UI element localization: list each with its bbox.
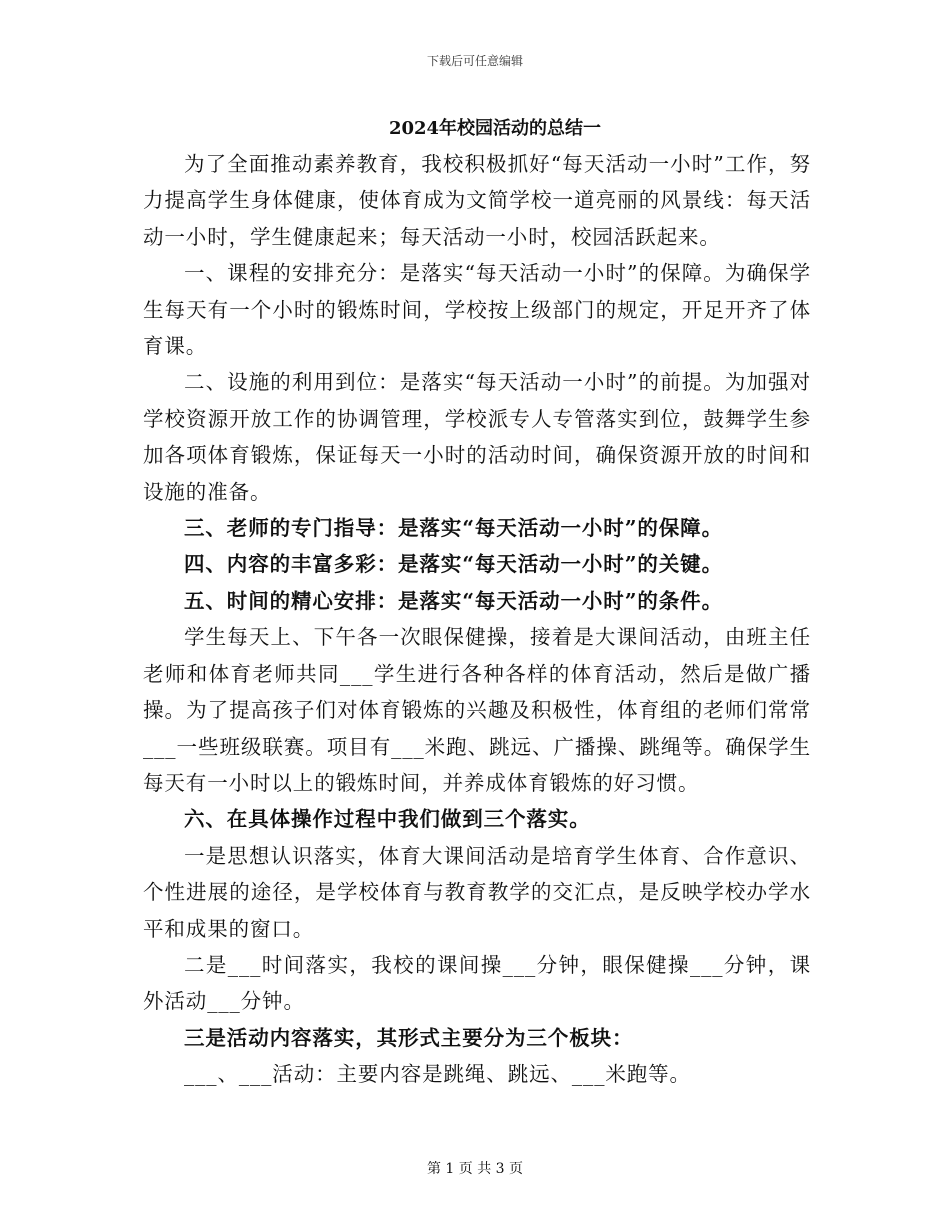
- paragraph-intro: 为了全面推动素养教育，我校积极抓好“每天活动一小时”工作，努力提高学生身体健康，使体育成为文简学校一道亮丽的风景线：每天活动一小时，学生健康起来；每天活动一小时，校园活跃起来。: [143, 152, 811, 249]
- paragraph-section-1: 一、课程的安排充分：是落实“每天活动一小时”的保障。为确保学生每天有一个小时的锻炼时间，学校按上级部门的规定，开足开齐了体育课。: [143, 261, 811, 359]
- heading-section-5: 五、时间的精心安排：是落实“每天活动一小时”的条件。: [184, 588, 723, 613]
- paragraph-implementation-1: 一是思想认识落实，体育大课间活动是培育学生体育、合作意识、个性进展的途径，是学校体育与教育教学的交汇点，是反映学校办学水平和成果的窗口。: [143, 843, 811, 941]
- heading-section-4: 四、内容的丰富多彩：是落实“每天活动一小时”的关键。: [184, 552, 723, 577]
- paragraph-section-2: 二、设施的利用到位：是落实“每天活动一小时”的前提。为加强对学校资源开放工作的协调管理，学校派专人专管落实到位，鼓舞学生参加各项体育锻炼，保证每天一小时的活动时间，确保资源开放的时间和设施的准备。: [143, 370, 811, 504]
- page-number: 第 1 页 共 3 页: [426, 1161, 524, 1177]
- heading-section-6: 六、在具体操作过程中我们做到三个落实。: [184, 807, 591, 832]
- document-title: 2024年校园活动的总结一: [388, 118, 602, 139]
- heading-section-3: 三、老师的专门指导：是落实“每天活动一小时”的保障。: [184, 516, 723, 541]
- paragraph-section-5-body: 学生每天上、下午各一次眼保健操，接着是大课间活动，由班主任老师和体育老师共同___学生进行各种各样的体育活动，然后是做广播操。为了提高孩子们对体育锻炼的兴趣及积极性，体育组的老师们常常___一些班级联赛。项目有___米跑、跳远、广播操、跳绳等。确保学生每天有一小时以上的锻炼时间，并养成体育锻炼的好习惯。: [143, 625, 811, 795]
- document-body: [143, 146, 811, 1093]
- heading-implementation-3: 三是活动内容落实，其形式主要分为三个板块：: [184, 1025, 634, 1050]
- paragraph-activity-block: ___、___活动：主要内容是跳绳、跳远、___米跑等。: [184, 1062, 691, 1087]
- paragraph-implementation-2: 二是___时间落实，我校的课间操___分钟，眼保健操___分钟，课外活动___分钟。: [143, 952, 811, 1014]
- header-note: 下载后可任意编辑: [426, 54, 523, 68]
